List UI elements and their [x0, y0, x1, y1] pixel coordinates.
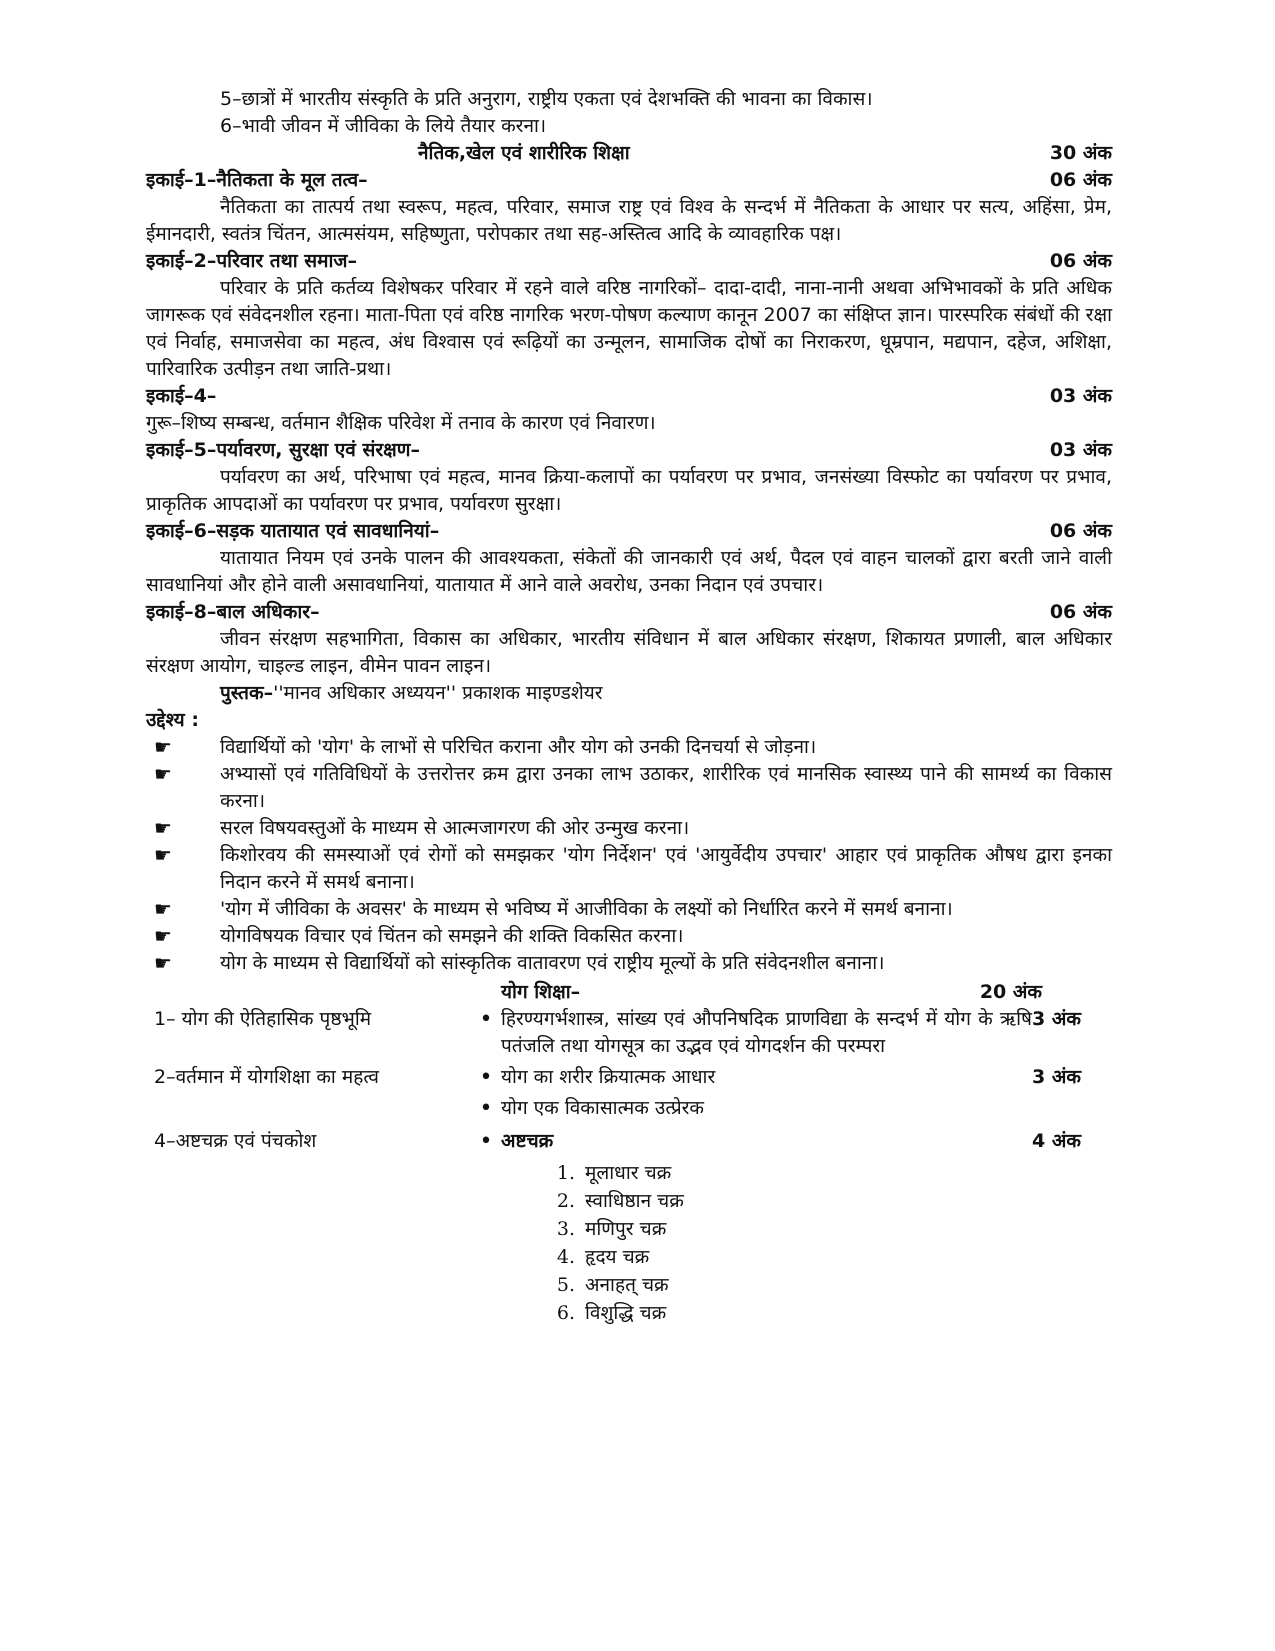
yoga-content: योग एक विकासात्मक उत्प्रेरक: [501, 1097, 705, 1119]
section-title: नैतिक,खेल एवं शारीरिक शिक्षा: [418, 142, 630, 164]
pointing-hand-icon: ☛: [154, 843, 172, 867]
yoga-content: हिरण्यगर्भशास्त्र, सांख्य एवं औपनिषदिक प्राणविद्या के सन्दर्भ में योग के ऋषि पतंजलि तथा योगसूत्र का उद्भव एवं योगदर्शन की परम्परा: [501, 1008, 1032, 1057]
unit-title: इकाई–6–सड़क यातायात एवं सावधानियां–: [146, 520, 440, 542]
unit-marks: 03 अंक: [1049, 385, 1112, 407]
chakra-list: [501, 1159, 1112, 1327]
list-item: ☛ योग के माध्यम से विद्यार्थियों को सांस्कृतिक वातावरण एवं राष्ट्रीय मूल्यों के प्रति संवेदनशील बनाना।: [146, 950, 1112, 977]
yoga-row-marks: [1032, 1091, 1112, 1122]
pointing-hand-icon: ☛: [154, 762, 172, 786]
list-item: 5. अनाहत् चक्र: [556, 1274, 669, 1296]
unit-marks: 03 अंक: [1049, 439, 1112, 461]
yoga-header: [146, 979, 1112, 1006]
yoga-section: [146, 979, 1112, 1327]
yoga-row-marks: 3 अंक: [1032, 1008, 1081, 1030]
list-item: ☛ अभ्यासों एवं गतिविधियों के उत्तरोत्तर क्रम द्वारा उनका लाभ उठाकर, शारीरिक एवं मानसिक स्वास्थ्य पाने की सामर्थ्य का विकास करना।: [146, 761, 1112, 815]
yoga-table: [146, 1006, 1112, 1155]
unit-marks: 06 अंक: [1049, 169, 1112, 191]
book-label: पुस्तक–: [220, 682, 274, 704]
unit-heading-6: [146, 518, 1112, 545]
unit-heading-1: [146, 167, 1112, 194]
pointing-hand-icon: ☛: [154, 924, 172, 948]
yoga-content: योग का शरीर क्रियात्मक आधार: [501, 1066, 716, 1088]
list-item: ☛ विद्यार्थियों को 'योग' के लाभों से परिचित कराना और योग को उनकी दिनचर्या से जोड़ना।: [146, 734, 1112, 761]
list-item: 4. हृदय चक्र: [556, 1246, 650, 1268]
unit-heading-4: [146, 383, 1112, 410]
list-item: ☛ सरल विषयवस्तुओं के माध्यम से आत्मजागरण की ओर उन्मुख करना।: [146, 815, 1112, 842]
unit-text-6: यातायात नियम एवं उनके पालन की आवश्यकता, संकेतों की जानकारी एवं अर्थ, पैदल एवं वाहन चालकों द्वारा बरती जाने वाली सावधानियां और होने वाली असावधानियां, यातायात में आने वाले अवरोध, उनका निदान एवं उपचार।: [146, 547, 1112, 596]
unit-text-5: पर्यावरण का अर्थ, परिभाषा एवं महत्व, मानव क्रिया-कलापों का पर्यावरण पर प्रभाव, जनसंख्या विस्फोट का पर्यावरण पर प्रभाव, प्राकृतिक आपदाओं का पर्यावरण पर प्रभाव, पर्यावरण सुरक्षा।: [146, 466, 1112, 515]
bullet-icon: •: [479, 1007, 493, 1032]
objectives-heading: उद्देश्य :: [146, 709, 199, 731]
unit-heading-2: [146, 248, 1112, 275]
section-header: [146, 140, 1112, 167]
pointing-hand-icon: ☛: [154, 816, 172, 840]
book-reference: [146, 680, 1112, 707]
yoga-content: अष्टचक्र: [501, 1130, 554, 1152]
unit-marks: 06 अंक: [1049, 601, 1112, 623]
unit-text-1: नैतिकता का तात्पर्य तथा स्वरूप, महत्व, परिवार, समाज राष्ट्र एवं विश्व के सन्दर्भ में नैतिकता के आधार पर सत्य, अहिंसा, प्रेम, ईमानदारी, स्वतंत्र चिंतन, आत्मसंयम, सहिष्णुता, परोपकार तथा सह-अस्तित्व आदि के व्यावहारिक पक्ष।: [146, 196, 1112, 245]
unit-title: इकाई–8–बाल अधिकार–: [146, 601, 320, 623]
bullet-icon: •: [479, 1096, 493, 1121]
yoga-topic: 1– योग की ऐतिहासिक पृष्ठभूमि: [154, 1008, 372, 1030]
list-item: 3. मणिपुर चक्र: [556, 1218, 667, 1240]
bullet-icon: •: [479, 1129, 493, 1154]
intro-point-5: 5–छात्रों में भारतीय संस्कृति के प्रति अनुराग, राष्ट्रीय एकता एवं देशभक्ति की भावना का विकास।: [220, 88, 873, 110]
unit-title: इकाई–2–परिवार तथा समाज–: [146, 250, 357, 272]
list-item: ☛ योगविषयक विचार एवं चिंतन को समझने की शक्ति विकसित करना।: [146, 923, 1112, 950]
list-item: ☛ 'योग में जीविका के अवसर' के माध्यम से भविष्य में आजीविका के लक्ष्यों को निर्धारित करने में समर्थ बनाना।: [146, 896, 1112, 923]
unit-marks: 06 अंक: [1049, 250, 1112, 272]
objectives-list: [146, 734, 1112, 977]
pointing-hand-icon: ☛: [154, 897, 172, 921]
document-page: [146, 86, 1112, 1327]
pointing-hand-icon: ☛: [154, 735, 172, 759]
unit-text-4: गुरू–शिष्य सम्बन्ध, वर्तमान शैक्षिक परिवेश में तनाव के कारण एवं निवारण।: [146, 412, 656, 434]
unit-marks: 06 अंक: [1049, 520, 1112, 542]
book-text: ''मानव अधिकार अध्ययन'' प्रकाशक माइण्डशेयर: [273, 682, 603, 704]
unit-heading-5: [146, 437, 1112, 464]
yoga-title: योग शिक्षा–: [501, 981, 581, 1003]
unit-title: इकाई–1–नैतिकता के मूल तत्व–: [146, 169, 368, 191]
yoga-topic: 2–वर्तमान में योगशिक्षा का महत्व: [154, 1066, 379, 1088]
yoga-row-marks: 4 अंक: [1032, 1130, 1081, 1152]
yoga-row-marks: 3 अंक: [1032, 1066, 1081, 1088]
list-item: 6. विशुद्धि चक्र: [556, 1302, 667, 1324]
yoga-topic: [146, 1091, 471, 1122]
list-item: 2. स्वाधिष्ठान चक्र: [556, 1190, 684, 1212]
intro-point-6: 6–भावी जीवन में जीविका के लिये तैयार करना।: [220, 115, 547, 137]
yoga-marks: 20 अंक: [979, 981, 1042, 1003]
unit-title: इकाई–4–: [146, 385, 217, 407]
unit-heading-8: [146, 599, 1112, 626]
bullet-icon: •: [479, 1065, 493, 1090]
unit-text-8: जीवन संरक्षण सहभागिता, विकास का अधिकार, भारतीय संविधान में बाल अधिकार संरक्षण, शिकायत प्रणाली, बाल अधिकार संरक्षण आयोग, चाइल्ड लाइन, वीमेन पावन लाइन।: [146, 628, 1112, 677]
unit-title: इकाई–5–पर्यावरण, सुरक्षा एवं संरक्षण–: [146, 439, 420, 461]
pointing-hand-icon: ☛: [154, 951, 172, 975]
list-item: ☛ किशोरवय की समस्याओं एवं रोगों को समझकर 'योग निर्देशन' एवं 'आयुर्वेदीय उपचार' आहार एवं प्राकृतिक औषध द्वारा इनका निदान करने में समर्थ बनाना।: [146, 842, 1112, 896]
list-item: 1. मूलाधार चक्र: [556, 1162, 672, 1184]
unit-text-2: परिवार के प्रति कर्तव्य विशेषकर परिवार में रहने वाले वरिष्ठ नागरिकों– दादा-दादी, नाना-नानी अथवा अभिभावकों के प्रति अधिक जागरूक एवं संवेदनशील रहना। माता-पिता एवं वरिष्ठ नागरिक भरण-पोषण कल्याण कानून 2007 का संक्षिप्त ज्ञान। पारस्परिक संबंधों की रक्षा एवं निर्वाह, समाजसेवा का महत्व, अंध विश्वास एवं रूढ़ियों का उन्मूलन, सामाजिक दोषों का निराकरण, धूम्रपान, मद्यपान, दहेज, अशिक्षा, पारिवारिक उत्पीड़न तथा जाति-प्रथा।: [146, 277, 1112, 380]
section-marks: 30 अंक: [1049, 142, 1112, 164]
yoga-topic: 4–अष्टचक्र एवं पंचकोश: [154, 1130, 317, 1152]
